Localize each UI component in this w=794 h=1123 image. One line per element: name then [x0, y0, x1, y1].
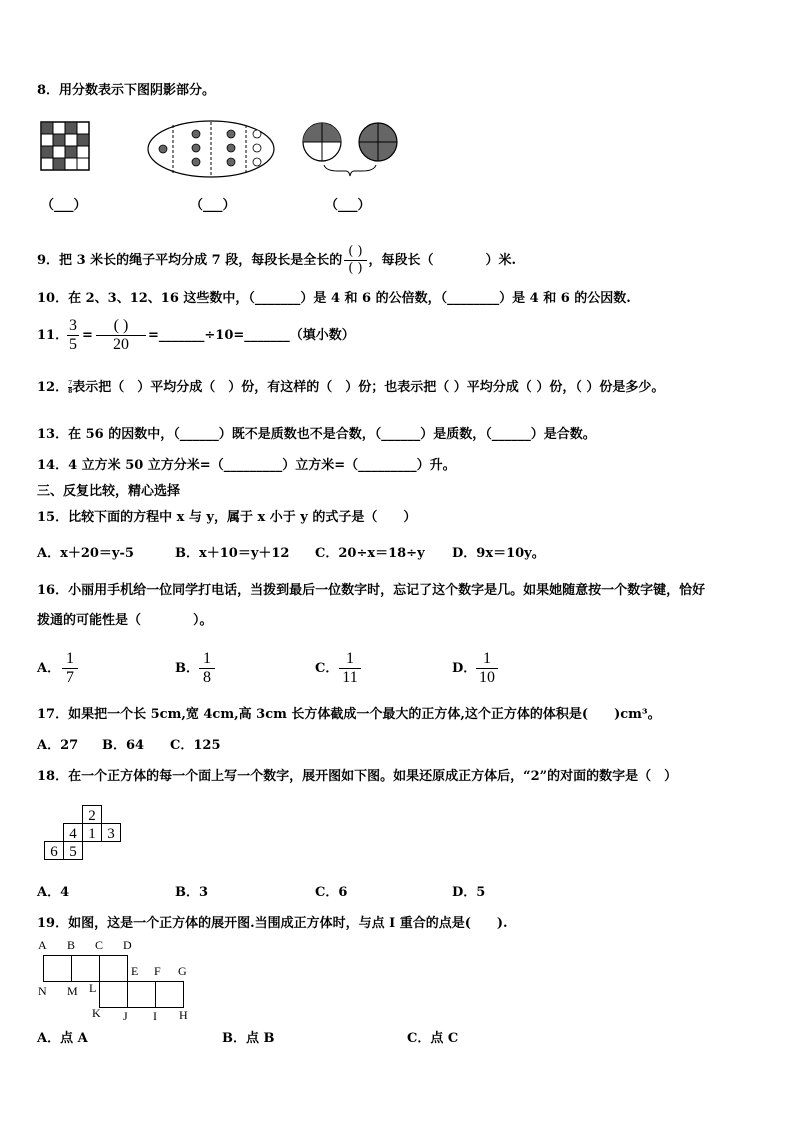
q19-option-b[interactable]: B．点 B	[222, 1031, 275, 1046]
q12-line	[37, 379, 664, 397]
q9-frac-den: ( )	[348, 261, 363, 276]
q11-frac2-den: 20	[113, 336, 129, 353]
q19-label-k: K	[92, 1006, 101, 1020]
q18-option-a[interactable]: A．4	[37, 885, 70, 900]
q18-net-digit-6: 6	[50, 844, 58, 860]
q15-text: 15．比较下面的方程中 x 与 y，属于 x 小于 y 的式子是（ ）	[37, 510, 417, 525]
q16-c-num: 1	[339, 650, 361, 669]
q15-option-b[interactable]: B．x＋10＝y＋12	[175, 546, 290, 561]
q11-text-after: =_______÷10=_______（填小数）	[148, 328, 355, 343]
q9-fraction[interactable]	[344, 244, 366, 277]
q16-option-a-label[interactable]: A．	[37, 661, 61, 676]
q15-option-c[interactable]: C．20÷x＝18÷y	[315, 546, 425, 561]
q16-option-b-frac[interactable]	[199, 650, 215, 687]
q9-line	[37, 244, 516, 277]
q19-label-m: M	[67, 984, 78, 998]
q19-option-c[interactable]: C．点 C	[407, 1031, 459, 1046]
q8-answer-2[interactable]: （___）	[190, 198, 236, 213]
q8-grid-figure	[40, 121, 90, 171]
q18-cube-net	[42, 805, 128, 865]
q18-option-b[interactable]: B．3	[175, 885, 209, 900]
q16-option-d-label[interactable]: D．	[452, 661, 477, 676]
q18-net-digit-1: 1	[88, 826, 96, 842]
q19-label-b: B	[67, 938, 76, 952]
q12-label: 12．	[37, 380, 69, 395]
q16-option-c-frac[interactable]	[339, 650, 361, 687]
q18-net-digit-4: 4	[69, 826, 77, 842]
q19-label-g: G	[178, 964, 187, 978]
q18-text: 18．在一个正方体的每一个面上写一个数字，展开图如下图。如果还原成正方体后，“2”的对面的数字是（ ）	[37, 769, 678, 784]
q16-option-d-frac[interactable]	[476, 650, 498, 687]
q13-text: 13．在 56 的因数中，（______）既不是质数也不是合数，（______）是质数，（______）是合数。	[37, 427, 596, 442]
q19-label-a: A	[38, 938, 47, 952]
q17-option-c[interactable]: C．125	[170, 738, 221, 753]
q18-net-digit-5: 5	[69, 844, 77, 860]
q8-text: 8．用分数表示下图阴影部分。	[37, 83, 216, 98]
q9-text-before: 9．把 3 米长的绳子平均分成 7 段，每段长是全长的	[37, 253, 343, 268]
q16-option-c-label[interactable]: C．	[315, 661, 339, 676]
q8-answer-1[interactable]: （___）	[41, 198, 87, 213]
q16-a-den: 7	[66, 669, 74, 686]
q19-label-c: C	[95, 938, 104, 952]
q19-label-l: L	[89, 981, 97, 995]
q16-b-num: 1	[199, 650, 215, 669]
q19-cube-net	[42, 955, 192, 1011]
q19-label-i: I	[153, 1009, 157, 1023]
q16-line1: 16．小丽用手机给一位同学打电话，当拨到最后一位数字时，忘记了这个数字是几。如果她随意按一个数字键，恰好	[37, 583, 706, 598]
q11-frac1	[67, 317, 79, 354]
q12-text: 表示把（ ）平均分成（ ）份，有这样的（ ）份；也表示把（ ）平均分成（ ）份，（ ）份是多少。	[72, 380, 665, 395]
q17-text: 17．如果把一个长 5cm,宽 4cm,高 3cm 长方体截成一个最大的正方体,这个正方体的体积是( )cm³。	[37, 707, 661, 722]
q16-option-a-frac[interactable]	[62, 650, 78, 687]
q10-text: 10．在 2、3、12、16 这些数中，（_______）是 4 和 6 的公倍数，（________）是 4 和 6 的公因数.	[37, 291, 631, 306]
q12-frac-num: 7	[68, 380, 73, 387]
q11-equals: =	[82, 328, 93, 343]
q18-net-digit-3: 3	[107, 826, 115, 842]
q15-option-d[interactable]: D．9x＝10y。	[452, 546, 545, 561]
q18-option-d[interactable]: D．5	[452, 885, 486, 900]
q16-line2: 拨通的可能性是（ ）。	[37, 613, 213, 628]
q11-frac2[interactable]	[96, 317, 146, 354]
q11-frac1-num: 3	[69, 317, 77, 334]
q19-label-n: N	[38, 984, 47, 998]
q19-label-e: E	[131, 964, 139, 978]
q16-c-den: 11	[342, 669, 358, 686]
q17-option-b[interactable]: B．64	[102, 738, 145, 753]
q16-option-b-label[interactable]: B．	[175, 661, 199, 676]
q19-label-h: H	[179, 1008, 188, 1022]
q19-label-d: D	[123, 938, 132, 952]
q18-option-c[interactable]: C．6	[315, 885, 348, 900]
q9-frac-num: ( )	[344, 244, 366, 261]
q19-option-a[interactable]: A．点 A	[37, 1031, 88, 1046]
q17-option-a[interactable]: A．27	[37, 738, 79, 753]
q19-label-j: J	[123, 1009, 128, 1023]
q16-b-den: 8	[203, 669, 211, 686]
q16-a-num: 1	[62, 650, 78, 669]
q15-option-a[interactable]: A．x＋20＝y-5	[37, 546, 134, 561]
q9-text-after: ，每段长（ ）米.	[368, 253, 517, 268]
q11-label: 11．	[37, 328, 69, 343]
q12-frac-den: 8	[68, 388, 73, 395]
q8-circles-figure	[302, 121, 402, 181]
q14-text: 14．4 立方米 50 立方分米=（_________）立方米=（_________）升。	[37, 458, 456, 473]
q8-ellipse-figure	[146, 119, 276, 179]
q19-text: 19．如图，这是一个正方体的展开图.当围成正方体时，与点 I 重合的点是( ).	[37, 916, 508, 931]
q16-d-num: 1	[476, 650, 498, 669]
q18-net-digit-2: 2	[88, 808, 96, 824]
section3-heading: 三、反复比较，精心选择	[37, 484, 181, 499]
q11-frac2-num: ( )	[96, 317, 146, 336]
q11-frac1-den: 5	[69, 336, 77, 353]
q19-label-f: F	[154, 964, 161, 978]
q16-d-den: 10	[479, 669, 495, 686]
q8-answer-3[interactable]: （___）	[325, 198, 371, 213]
